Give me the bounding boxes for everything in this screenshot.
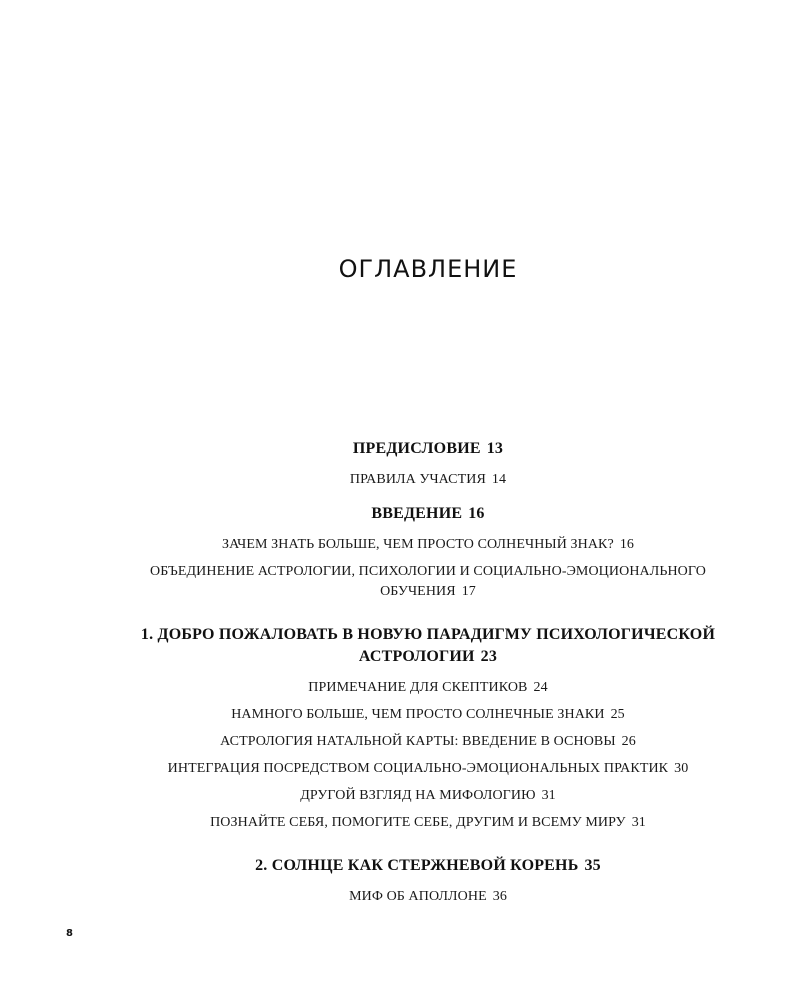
toc-heading-chapter-1[interactable] (0, 624, 800, 668)
toc-entry-apollo-myth[interactable] (0, 887, 800, 907)
toc-entry-title: ЗАЧЕМ ЗНАТЬ БОЛЬШЕ, ЧЕМ ПРОСТО СОЛНЕЧНЫЙ ЗНАК? (221, 537, 614, 552)
toc-entry-title: ПОЗНАЙТЕ СЕБЯ, ПОМОГИТЕ СЕБЕ, ДРУГИМ И ВСЕМУ МИРУ (210, 815, 626, 830)
toc-page-number: 17 (461, 584, 476, 599)
toc-page-number: 25 (610, 707, 625, 722)
toc-heading-title: ПРЕДИСЛОВИЕ (352, 440, 481, 457)
toc-entry-rules[interactable] (0, 470, 800, 490)
toc-entry-title: НАМНОГО БОЛЬШЕ, ЧЕМ ПРОСТО СОЛНЕЧНЫЕ ЗНАКИ (231, 707, 605, 722)
toc-page-number: 26 (621, 734, 636, 749)
toc-entry-know-yourself[interactable] (0, 813, 800, 833)
toc-page-number: 36 (492, 889, 507, 904)
toc-page-number: 23 (480, 648, 498, 665)
toc-heading-chapter-2[interactable] (0, 855, 800, 877)
toc-heading-title: 2. СОЛНЦЕ КАК СТЕРЖНЕВОЙ КОРЕНЬ (255, 857, 579, 874)
toc-entry-natal-chart-basics[interactable] (0, 732, 800, 752)
toc-entry-title-line1: ОБЪЕДИНЕНИЕ АСТРОЛОГИИ, ПСИХОЛОГИИ И СОЦИАЛЬНО-ЭМОЦИОНАЛЬНОГО (150, 564, 706, 579)
toc-page-number: 30 (674, 761, 689, 776)
toc-page-number: 13 (486, 440, 504, 457)
toc-page-number: 31 (631, 815, 646, 830)
toc-entry-why-sun-sign[interactable] (0, 535, 800, 555)
page-title: ОГЛАВЛЕНИЕ (338, 255, 518, 283)
toc-heading-title-line2: АСТРОЛОГИИ (358, 648, 475, 665)
toc-heading-title: ВВЕДЕНИЕ (371, 505, 463, 522)
toc-entry-more-than-sun-signs[interactable] (0, 705, 800, 725)
toc-page-number: 16 (619, 537, 635, 552)
toc-entry-title: МИФ ОБ АПОЛЛОНЕ (349, 889, 487, 904)
toc-entry-title: АСТРОЛОГИЯ НАТАЛЬНОЙ КАРТЫ: ВВЕДЕНИЕ В ОСНОВЫ (220, 734, 616, 749)
toc-page-number: 14 (491, 472, 507, 487)
toc-heading-title-line1: 1. ДОБРО ПОЖАЛОВАТЬ В НОВУЮ ПАРАДИГМУ ПСИХОЛОГИЧЕСКОЙ (140, 626, 716, 643)
toc-entry-mythology-view[interactable] (0, 786, 800, 806)
toc-entry-title: ПРИМЕЧАНИЕ ДЛЯ СКЕПТИКОВ (308, 680, 528, 695)
toc-entry-title: ДРУГОЙ ВЗГЛЯД НА МИФОЛОГИЮ (300, 788, 536, 803)
toc-page-number: 31 (541, 788, 556, 803)
page-number: 8 (66, 928, 73, 939)
toc-entry-skeptics-note[interactable] (0, 678, 800, 698)
toc-heading-intro[interactable] (0, 503, 800, 525)
toc-entry-combining-astrology[interactable] (0, 562, 800, 602)
toc-entry-integration-practices[interactable] (0, 759, 800, 779)
toc-entry-title: ИНТЕГРАЦИЯ ПОСРЕДСТВОМ СОЦИАЛЬНО-ЭМОЦИОНАЛЬНЫХ ПРАКТИК (167, 761, 669, 776)
toc-heading-preface[interactable] (0, 438, 800, 460)
table-of-contents (0, 438, 800, 907)
toc-page-number: 24 (533, 680, 548, 695)
toc-page-number: 35 (584, 857, 601, 874)
toc-page-number: 16 (468, 505, 485, 522)
toc-entry-title-line2: ОБУЧЕНИЯ (380, 584, 456, 599)
toc-entry-title: ПРАВИЛА УЧАСТИЯ (349, 472, 486, 487)
